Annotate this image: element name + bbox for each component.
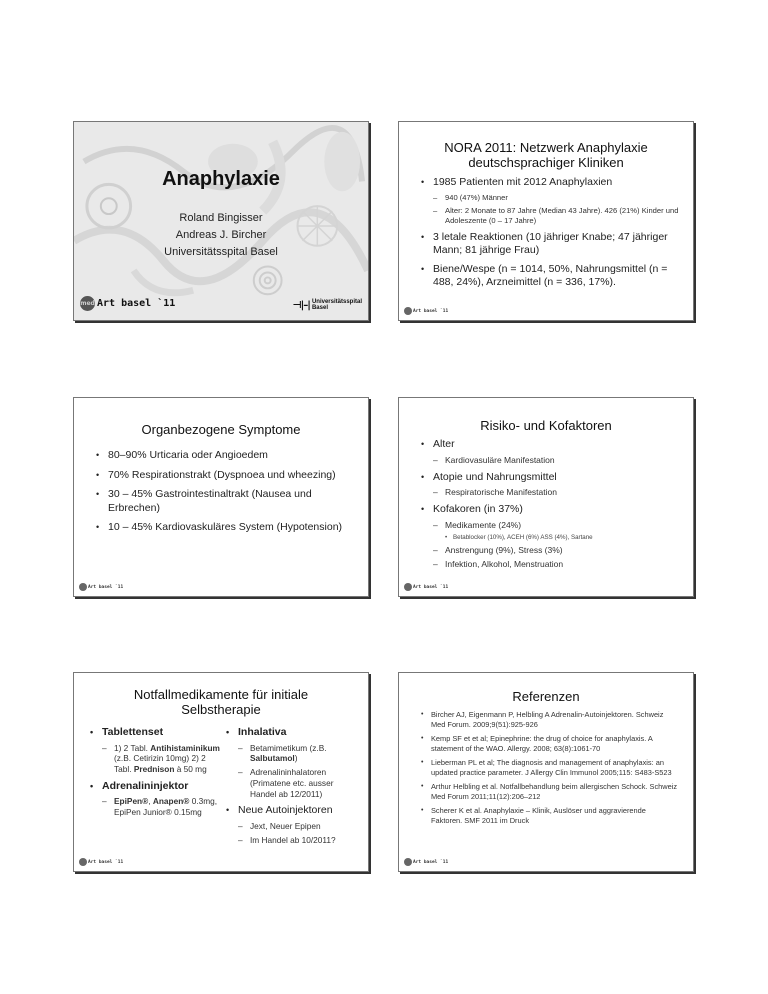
- university-logo: ⊣|–| Universitätsspital Basel: [292, 299, 362, 311]
- sub-bullet-item: – Respiratorische Manifestation: [419, 487, 679, 498]
- slide-risk-factors: [398, 397, 694, 597]
- reference-item: • Arthur Helbling et al. Notfallbehandlung beim allergischen Schock. Schweiz Med Forum 2011;11(12):206–212: [419, 782, 679, 802]
- authors: [74, 210, 368, 261]
- bullet-item: • Tablettenset: [88, 726, 224, 740]
- sub-bullet-item: – Infektion, Alkohol, Menstruation: [419, 559, 679, 570]
- med-logo-icon: med: [80, 296, 95, 311]
- slide-heading: NORA 2011: Netzwerk Anaphylaxie deutschsprachiger Kliniken: [444, 140, 648, 170]
- med-logo-icon: [404, 583, 412, 591]
- slide-nora-2011: [398, 121, 694, 321]
- sub-bullet-item: – EpiPen®, Anapen® 0.3mg, EpiPen Junior® 0.15mg: [88, 796, 224, 818]
- medart-logo: Art basel `11: [79, 583, 123, 591]
- med-logo-icon: [404, 858, 412, 866]
- medart-logo: Art basel `11: [404, 583, 448, 591]
- bullet-item: • Kofakoren (in 37%): [419, 503, 679, 517]
- reference-item: • Lieberman PL et al; The diagnosis and management of anaphylaxis: an updated practice parameter. J Allergy Clin Immunol 2005;115: S483-S523: [419, 758, 679, 778]
- university-logo-icon: ⊣|–|: [292, 299, 310, 311]
- sub-sub-bullet-item: • Betablocker (10%), ACEH (6%) ASS (4%), Sartane: [419, 533, 679, 542]
- reference-item: • Kemp SF et et al; Epinephrine: the drug of choice for anaphylaxis. A statement of the WAO. Allergy. 2008; 63(8):1061-70: [419, 734, 679, 754]
- bullet-item: • 70% Respirationstrakt (Dyspnoea und wheezing): [94, 469, 354, 483]
- sub-bullet-item: – Anstrengung (9%), Stress (3%): [419, 545, 679, 556]
- medart-logo: Art basel `11: [404, 307, 448, 315]
- bullet-item: • 30 – 45% Gastrointestinaltrakt (Nausea und Erbrechen): [94, 488, 354, 515]
- slide-emergency-medication: [73, 672, 369, 872]
- slide-heading: Organbezogene Symptome: [141, 422, 301, 437]
- bullet-item: • Neue Autoinjektoren: [224, 804, 360, 818]
- sub-bullet-item: – Jext, Neuer Epipen: [224, 821, 360, 832]
- reference-item: • Bircher AJ, Eigenmann P, Helbling A Adrenalin-Autoinjektoren. Schweiz Med Forum. 2009;9(51):925-926: [419, 710, 679, 730]
- bullet-item: • Inhalativa: [224, 726, 360, 740]
- institution: Universitätsspital Basel: [164, 246, 278, 258]
- bullet-item: • 1985 Patienten mit 2012 Anaphylaxien: [419, 176, 679, 190]
- slide-heading: Notfallmedikamente für initiale Selbstherapie: [133, 687, 309, 717]
- author-name: Andreas J. Bircher: [175, 229, 267, 241]
- bullet-item: • Biene/Wespe (n = 1014, 50%, Nahrungsmittel (n = 488, 24%), Arzneimittel (n = 336, 17%).: [419, 263, 679, 290]
- medart-logo: Art basel `11: [404, 858, 448, 866]
- author-name: Roland Bingisser: [179, 212, 263, 224]
- right-column: [224, 721, 360, 846]
- slide-references: [398, 672, 694, 872]
- reference-item: • Scherer K et al. Anaphylaxie – Klinik, Auslöser und aggravierende Faktoren. SMF 2011 im Druck: [419, 806, 679, 826]
- med-logo-icon: [79, 858, 87, 866]
- slide-organ-symptoms: [73, 397, 369, 597]
- left-column: [88, 721, 224, 846]
- bullet-item: • Adrenalininjektor: [88, 780, 224, 794]
- bullet-item: • 80–90% Urticaria oder Angioedem: [94, 449, 354, 463]
- bullet-item: • 10 – 45% Kardiovaskuläres System (Hypotension): [94, 521, 354, 535]
- sub-bullet-item: – Adrenalininhalatoren (Primatene etc. ausser Handel ab 12/2011): [224, 767, 360, 799]
- med-logo-icon: [404, 307, 412, 315]
- bullet-item: • Alter: [419, 438, 679, 452]
- sub-bullet-item: – Alter: 2 Monate to 87 Jahre (Median 43 Jahre). 426 (21%) Kinder und Adoleszente (0 – 17 Jahre): [419, 206, 679, 226]
- slide-title: [73, 121, 369, 321]
- bullet-item: • Atopie und Nahrungsmittel: [419, 471, 679, 485]
- bullet-item: • 3 letale Reaktionen (10 jähriger Knabe; 47 jähriger Mann; 81 jährige Frau): [419, 231, 679, 258]
- med-logo-icon: [79, 583, 87, 591]
- sub-bullet-item: – Betamimetikum (z.B. Salbutamol): [224, 743, 360, 765]
- sub-bullet-item: – Kardiovasuläre Manifestation: [419, 455, 679, 466]
- sub-bullet-item: – Medikamente (24%): [419, 520, 679, 531]
- presentation-title: Anaphylaxie: [162, 168, 280, 190]
- slide-heading: Referenzen: [512, 689, 580, 704]
- sub-bullet-item: – Im Handel ab 10/2011?: [224, 835, 360, 846]
- slide-heading: Risiko- und Kofaktoren: [480, 418, 612, 433]
- medart-logo: med Art basel `11: [80, 298, 176, 309]
- medart-logo: Art basel `11: [79, 858, 123, 866]
- sub-bullet-item: – 940 (47%) Männer: [419, 193, 679, 203]
- sub-bullet-item: – 1) 2 Tabl. Antihistaminikum (z.B. Cetirizin 10mg) 2) 2 Tabl. Prednison à 50 mg: [88, 743, 224, 775]
